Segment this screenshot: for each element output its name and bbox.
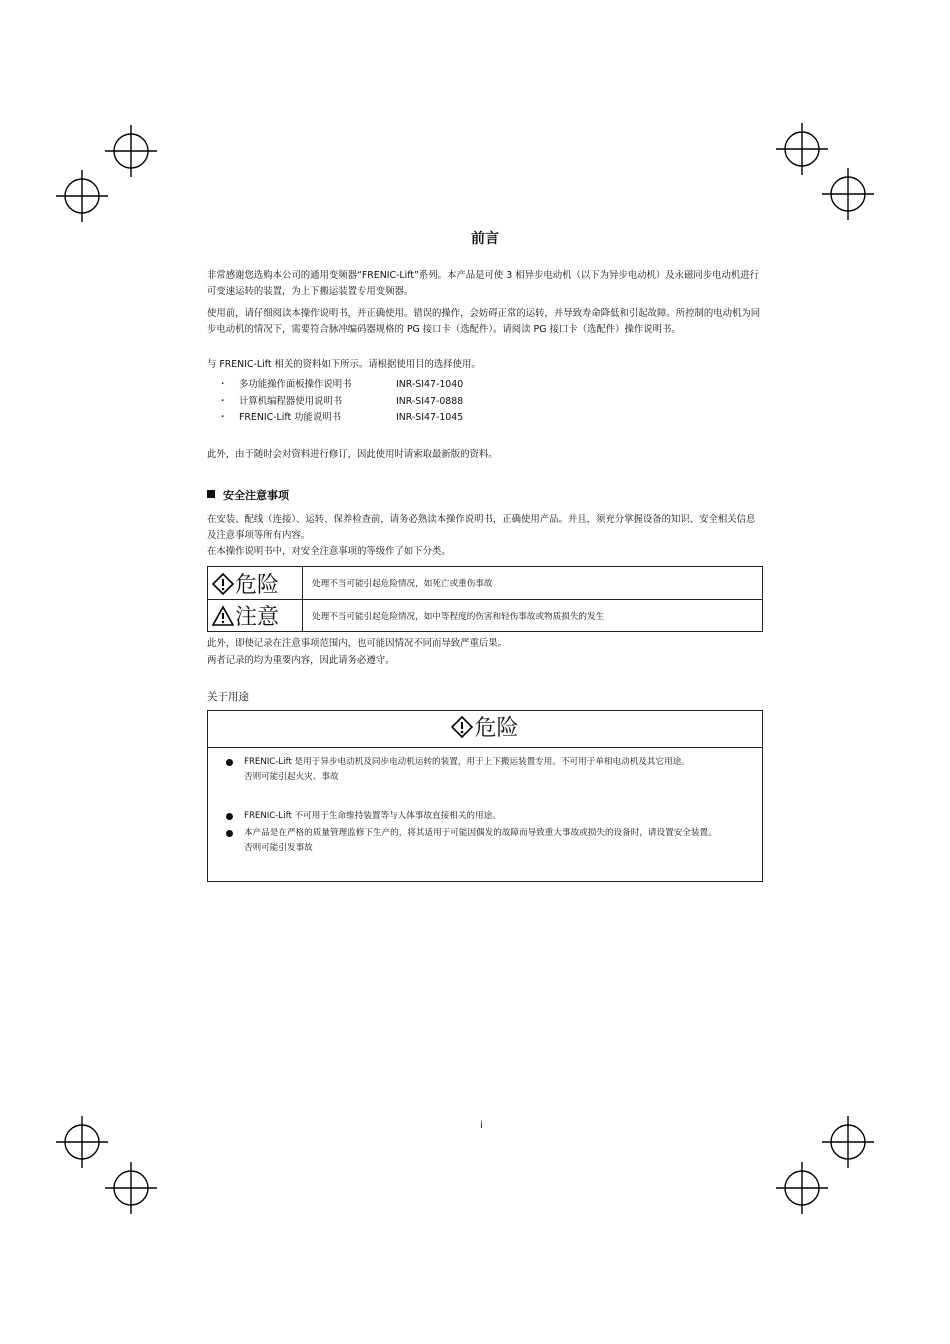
bullet: ・ [218,379,228,390]
list-item [218,394,463,411]
document-name: 计算机编程器使用说明书 [239,395,343,407]
danger-diamond-icon [451,716,473,738]
after-note-2: 两者记录的均为重要内容，因此请务必遵守。 [207,655,395,666]
bullet-dot-icon [226,759,233,766]
safety-classification-paragraph: 在本操作说明书中，对安全注意事项的等级作了如下分类。 [207,546,451,557]
registration-mark-icon [776,123,828,175]
registration-mark-icon [56,170,108,222]
bullet-dot-icon [226,813,233,820]
registration-mark-icon [822,168,874,220]
danger-description: 处理不当可能引起危险情况，如死亡或重伤事故 [303,567,763,600]
page-number: i [480,1120,483,1131]
intro-paragraph: 非常感谢您选购本公司的通用变频器“FRENIC-Lift”系列。本产品是可使 3 相异步电动机（以下为异步电动机）及永磁同步电动机进行可变速运转的装置，为上下搬运装置专用变频器。 [207,270,759,297]
usage-note-paragraph: 使用前，请仔细阅读本操作说明书，并正确使用。错误的操作，会妨碍正常的运转，并导致寿命降低和引起故障。所控制的电动机为同步电动机的情况下，需要符合脉冲编码器规格的 PG 接口卡（选配件）。请阅读 PG 接口卡（选配件）操作说明书。 [207,308,761,335]
safety-paragraph: 在安装、配线（连接）、运转、保养检查前，请务必熟读本操作说明书，正确使用产品。并且，须充分掌握设备的知识、安全相关信息及注意事项等所有内容。 [207,514,756,541]
document-list [218,377,463,427]
bullet: ・ [218,412,228,423]
registration-mark-icon [56,1116,108,1168]
list-item: FRENIC-Lift 是用于异步电动机及同步电动机运转的装置，用于上下搬运装置专用。不可用于单相电动机及其它用途。 否则可能引起火灾、事故 [226,755,746,785]
registration-mark-icon [776,1162,828,1214]
caution-triangle-icon [212,605,234,627]
document-name: 多功能操作面板操作说明书 [239,379,352,390]
table-row [208,567,763,600]
danger-label-cell: 危险 [208,567,303,600]
document-code: INR-SI47-1045 [396,412,464,423]
list-item: 本产品是在严格的质量管理监修下生产的，将其适用于可能因偶发的故障而导致重大事故或损失的设备时，请设置安全装置。 否则可能引发事故 [226,826,746,856]
danger-diamond-icon [212,573,234,595]
after-note-1: 此外，即使记录在注意事项范围内，也可能因情况不同而导致严重后果。 [207,638,508,649]
caution-label-cell: 注意 [208,600,303,632]
document-code: INR-SI47-1040 [396,379,464,390]
revision-note: 此外，由于随时会对资料进行修订，因此使用时请索取最新版的资料。 [207,449,498,460]
registration-mark-icon [822,1116,874,1168]
list-item [218,377,463,394]
document-code: INR-SI47-0888 [396,395,464,407]
related-docs-intro: 与 FRENIC-Lift 相关的资料如下所示。请根据使用目的选择使用。 [207,359,481,370]
document-name: FRENIC-Lift 功能说明书 [239,412,342,423]
bullet-dot-icon [226,830,233,837]
usage-box-title: 危险 [208,711,762,748]
table-row [208,600,763,632]
bullet: ・ [218,395,228,407]
usage-danger-box [207,710,763,882]
safety-heading: 安全注意事项 [207,487,289,503]
list-item: FRENIC-Lift 不可用于生命维持装置等与人体事故直接相关的用途。 [226,809,746,824]
caution-description: 处理不当可能引起危险情况，如中等程度的伤害和轻伤事故或物质损失的发生 [303,600,763,632]
square-bullet-icon [207,490,215,498]
registration-mark-icon [105,125,157,177]
list-item [218,410,463,427]
registration-mark-icon [105,1162,157,1214]
page-title: 前言 [471,231,499,247]
safety-level-table [207,566,763,632]
usage-heading: 关于用途 [207,691,249,703]
